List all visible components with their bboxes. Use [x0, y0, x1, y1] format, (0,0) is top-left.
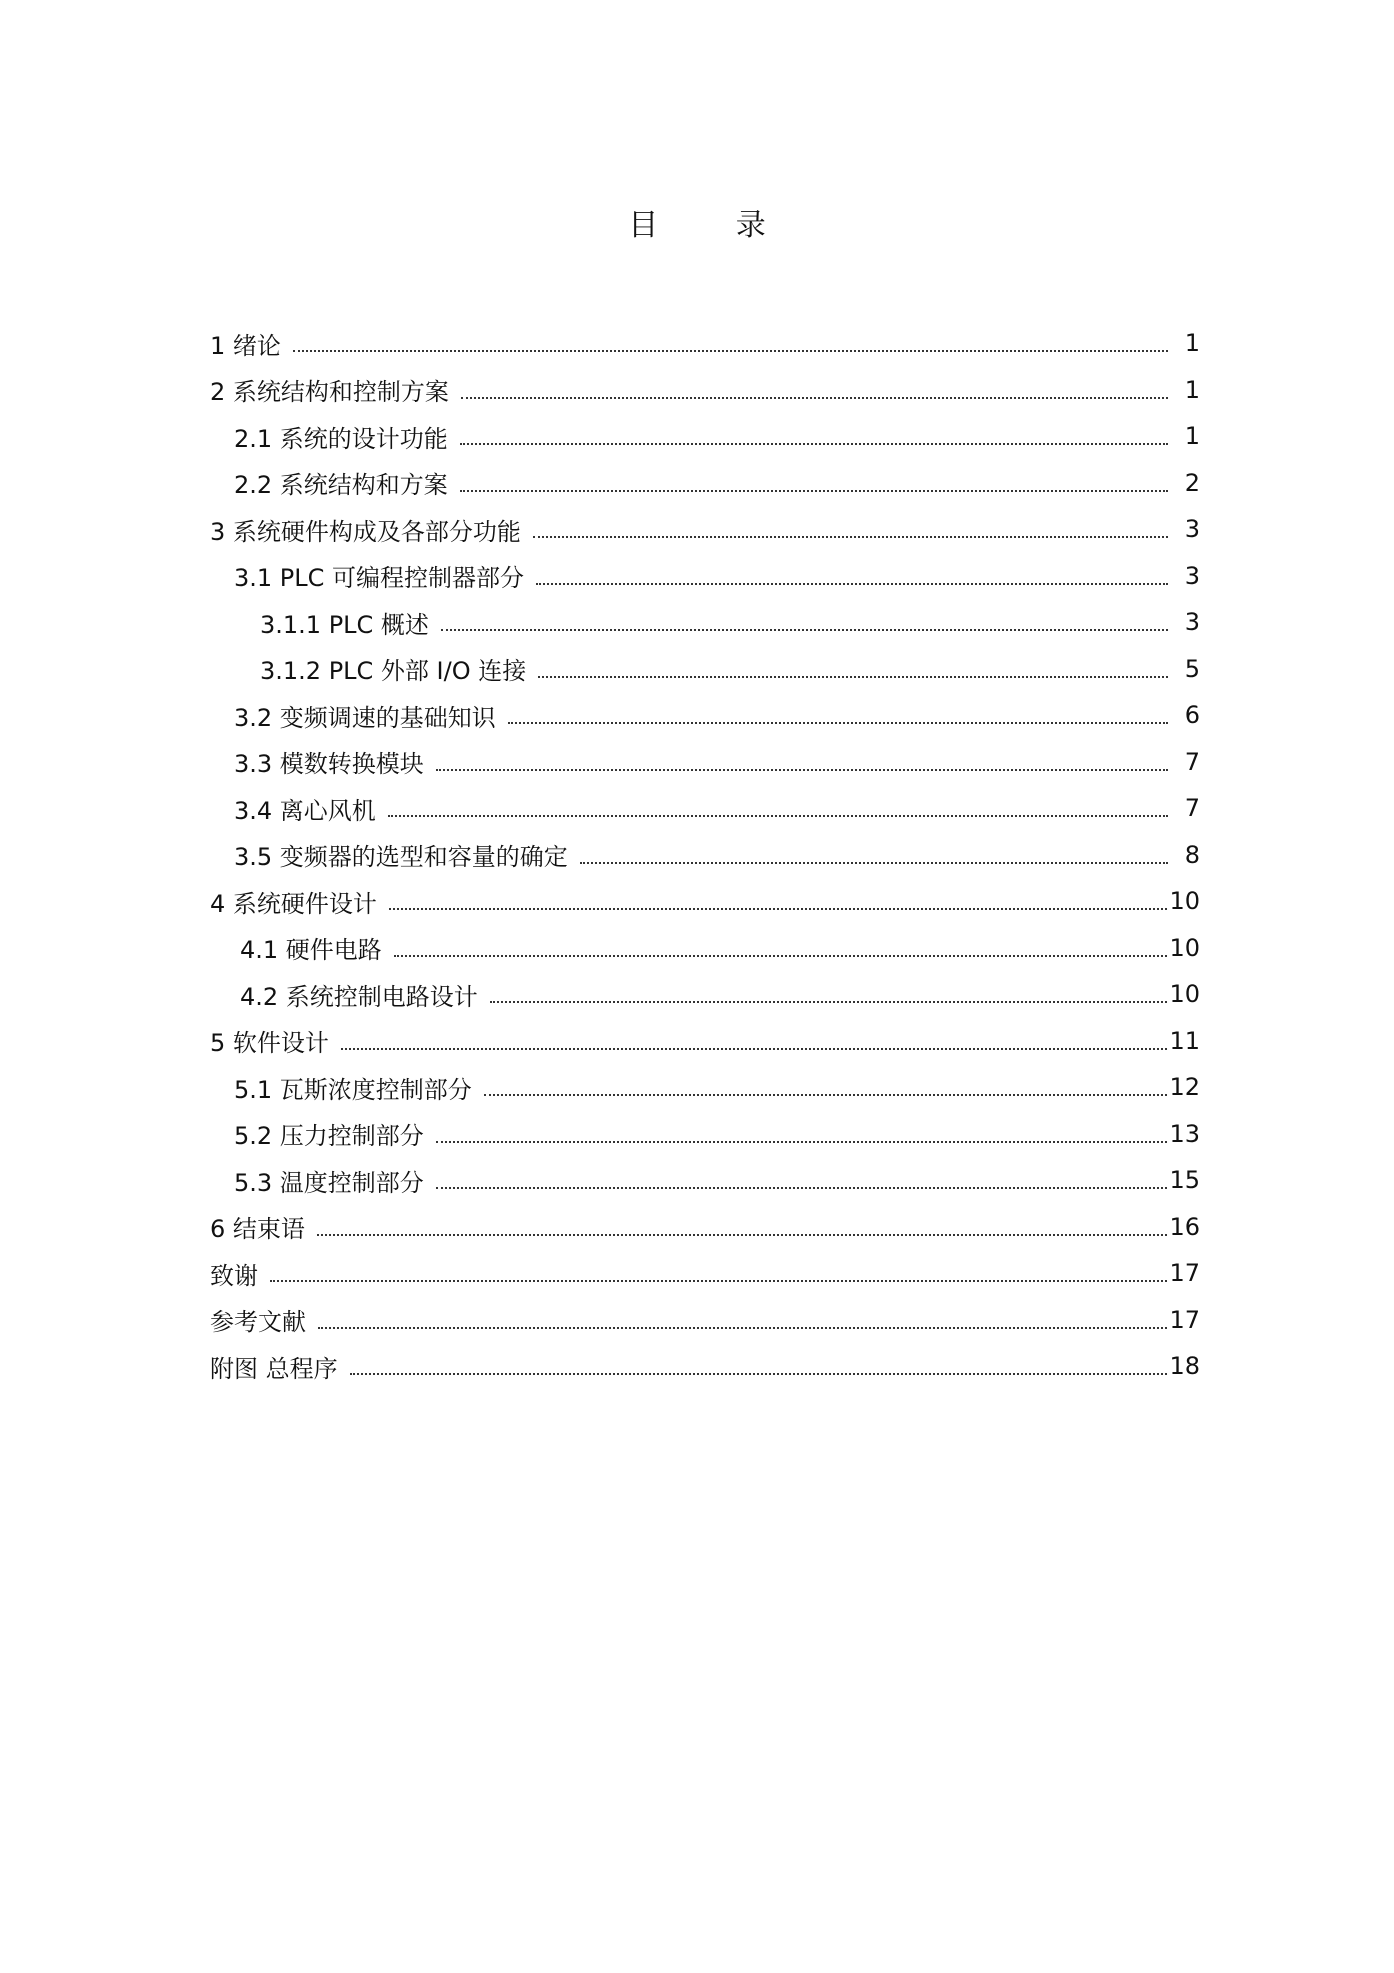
toc-entry-label: 3.5 变频器的选型和容量的确定 [234, 843, 568, 872]
toc-leader-dots [394, 953, 1168, 957]
toc-entry-page-number: 17 [1169, 1305, 1200, 1334]
toc-entry[interactable] [210, 599, 1200, 646]
toc-leader-dots [293, 348, 1168, 352]
toc-entry-label: 2 系统结构和控制方案 [210, 378, 449, 407]
toc-entry[interactable] [210, 553, 1200, 600]
toc-leader-dots [533, 534, 1168, 538]
toc-entry-label: 2.1 系统的设计功能 [234, 424, 448, 453]
toc-entry[interactable] [210, 1297, 1200, 1344]
toc-leader-dots [388, 813, 1168, 817]
toc-entry-label: 2.2 系统结构和方案 [234, 471, 448, 500]
toc-entry-page-number: 5 [1184, 654, 1200, 683]
toc-entry-page-number: 3 [1184, 515, 1200, 544]
toc-leader-dots [436, 1139, 1168, 1143]
toc-entry-label: 5.2 压力控制部分 [234, 1122, 424, 1151]
toc-leader-dots [538, 674, 1168, 678]
toc-entry-label: 附图 总程序 [210, 1354, 338, 1383]
toc-entry[interactable] [210, 460, 1200, 507]
toc-entry-page-number: 12 [1169, 1073, 1200, 1102]
toc-entry-page-number: 1 [1184, 375, 1200, 404]
toc-leader-dots [508, 720, 1168, 724]
toc-entry[interactable] [210, 739, 1200, 786]
toc-entry-page-number: 18 [1169, 1352, 1200, 1381]
toc-entry[interactable] [210, 925, 1200, 972]
toc-entry[interactable] [210, 1250, 1200, 1297]
toc-entry-page-number: 10 [1169, 887, 1200, 916]
toc-entry[interactable] [210, 692, 1200, 739]
toc-entry-page-number: 8 [1184, 840, 1200, 869]
toc-leader-dots [461, 395, 1168, 399]
toc-entry-page-number: 10 [1169, 933, 1200, 962]
toc-leader-dots [317, 1232, 1168, 1236]
toc-entry-label: 3.4 离心风机 [234, 796, 376, 825]
toc-entry-label: 4 系统硬件设计 [210, 889, 377, 918]
toc-leader-dots [460, 488, 1168, 492]
toc-leader-dots [350, 1371, 1168, 1375]
toc-entry-page-number: 17 [1169, 1259, 1200, 1288]
toc-entry[interactable] [210, 506, 1200, 553]
toc-entry-page-number: 13 [1169, 1119, 1200, 1148]
toc-entry[interactable] [210, 878, 1200, 925]
toc-entry-page-number: 16 [1169, 1212, 1200, 1241]
toc-entry[interactable] [210, 413, 1200, 460]
toc-leader-dots [318, 1325, 1167, 1329]
toc-leader-dots [536, 581, 1168, 585]
toc-entry-page-number: 3 [1184, 561, 1200, 590]
toc-entry[interactable] [210, 785, 1200, 832]
toc-entry-label: 3.2 变频调速的基础知识 [234, 703, 496, 732]
toc-leader-dots [460, 441, 1168, 445]
toc-entry-label: 3 系统硬件构成及各部分功能 [210, 517, 521, 546]
toc-entry-page-number: 2 [1184, 468, 1200, 497]
toc-entry-page-number: 11 [1169, 1026, 1200, 1055]
toc-leader-dots [484, 1092, 1168, 1096]
toc-entry[interactable] [210, 1157, 1200, 1204]
toc-entry-page-number: 1 [1184, 422, 1200, 451]
toc-entry[interactable] [210, 1343, 1200, 1390]
toc-leader-dots [580, 860, 1168, 864]
toc-leader-dots [389, 906, 1168, 910]
toc-entry-page-number: 7 [1184, 794, 1200, 823]
toc-entry-label: 3.1 PLC 可编程控制器部分 [234, 564, 525, 593]
toc-entry[interactable] [210, 1018, 1200, 1065]
table-of-contents [210, 320, 1200, 1390]
toc-entry-label: 6 结束语 [210, 1215, 305, 1244]
toc-entry-page-number: 3 [1184, 608, 1200, 637]
toc-leader-dots [441, 627, 1168, 631]
toc-entry-page-number: 7 [1184, 747, 1200, 776]
toc-entry-label: 4.2 系统控制电路设计 [240, 982, 478, 1011]
toc-entry-label: 3.3 模数转换模块 [234, 750, 424, 779]
toc-entry[interactable] [210, 1064, 1200, 1111]
toc-entry-label: 3.1.2 PLC 外部 I/O 连接 [260, 657, 527, 686]
toc-entry-label: 4.1 硬件电路 [240, 936, 382, 965]
toc-entry-label: 5.3 温度控制部分 [234, 1168, 424, 1197]
toc-entry-label: 1 绪论 [210, 331, 281, 360]
toc-entry-label: 5 软件设计 [210, 1029, 329, 1058]
toc-leader-dots [436, 767, 1168, 771]
toc-entry-page-number: 15 [1169, 1166, 1200, 1195]
toc-entry-page-number: 10 [1169, 980, 1200, 1009]
toc-leader-dots [490, 999, 1168, 1003]
toc-entry-page-number: 6 [1184, 701, 1200, 730]
toc-entry-label: 5.1 瓦斯浓度控制部分 [234, 1075, 472, 1104]
page-title: 目 录 [628, 208, 800, 243]
toc-entry-label: 参考文献 [210, 1308, 306, 1337]
toc-entry-label: 3.1.1 PLC 概述 [260, 610, 429, 639]
toc-leader-dots [436, 1185, 1168, 1189]
toc-entry[interactable] [210, 646, 1200, 693]
toc-entry[interactable] [210, 320, 1200, 367]
toc-entry[interactable] [210, 367, 1200, 414]
toc-entry[interactable] [210, 971, 1200, 1018]
toc-entry-page-number: 1 [1184, 329, 1200, 358]
toc-entry[interactable] [210, 1204, 1200, 1251]
toc-leader-dots [270, 1278, 1167, 1282]
toc-leader-dots [341, 1046, 1168, 1050]
toc-entry-label: 致谢 [210, 1261, 258, 1290]
toc-entry[interactable] [210, 1111, 1200, 1158]
toc-entry[interactable] [210, 832, 1200, 879]
